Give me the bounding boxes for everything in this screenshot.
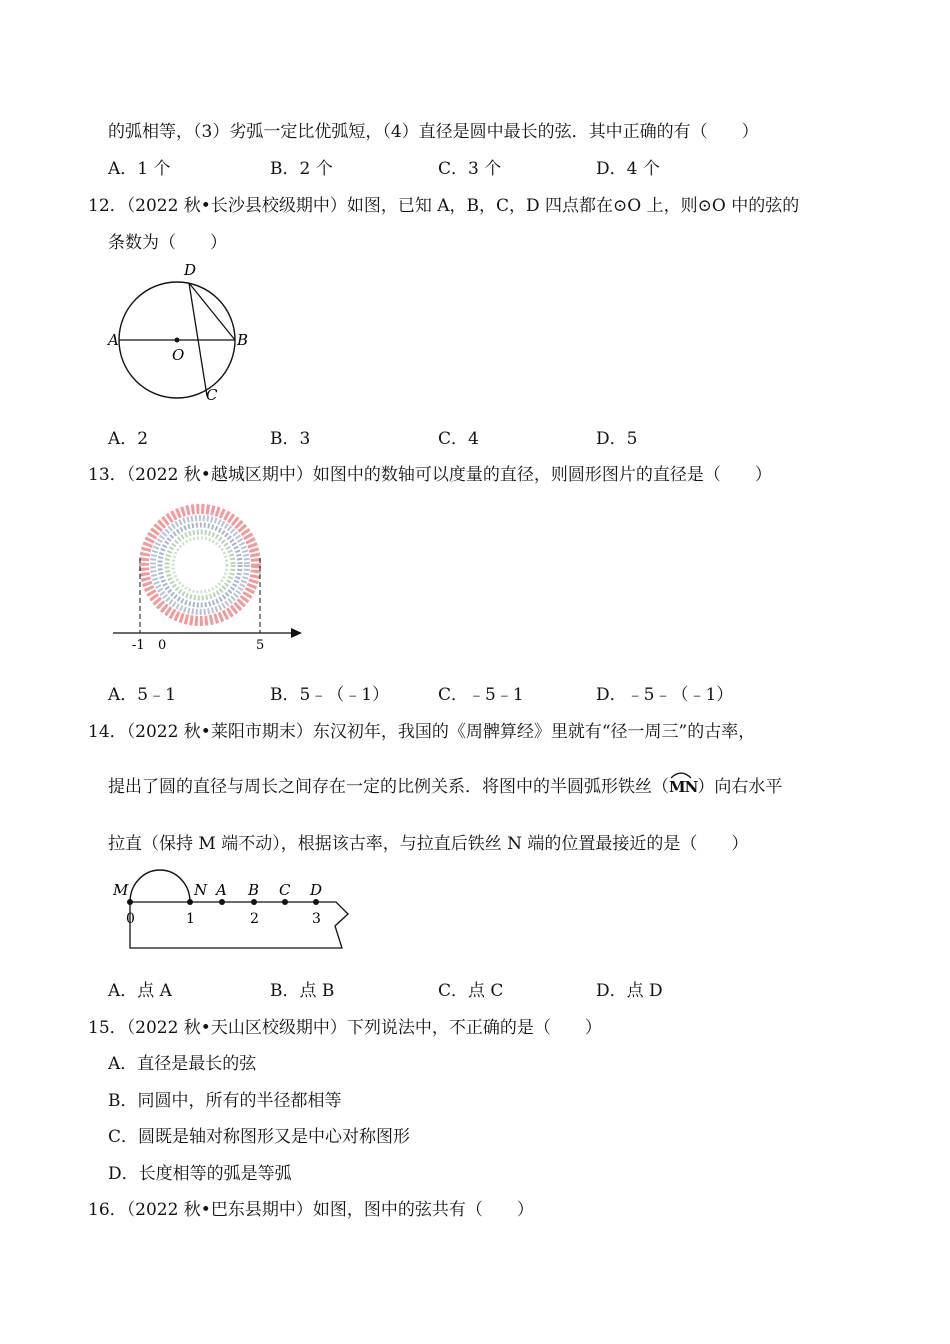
- q12-label-d: D: [184, 261, 197, 279]
- q13-decorative-ring-image: [144, 509, 256, 621]
- q14-point-d: [313, 899, 319, 905]
- q12-options: [108, 424, 828, 448]
- q14-point-a: [219, 899, 225, 905]
- q14-tick-0: 0: [126, 911, 135, 927]
- q14-stem-line2-before: 提出了圆的直径与周长之间存在一定的比例关系．将图中的半圆弧形铁丝（: [108, 777, 669, 797]
- q14-arc-mn: [669, 778, 697, 796]
- q12-stem-line2: 条数为（ ）: [108, 233, 227, 253]
- q13-option-d: D．﹣5﹣（﹣1）: [596, 685, 734, 705]
- q11-options: [108, 154, 828, 178]
- q11-option-c: C．3 个: [438, 159, 502, 179]
- q13-option-b: B．5﹣（﹣1）: [270, 685, 390, 705]
- q14-label-d: D: [310, 881, 323, 899]
- q14-point-c: [282, 899, 288, 905]
- q12-label-a: A: [108, 331, 119, 349]
- q15-choice-b: B．同圆中，所有的半径都相等: [108, 1091, 342, 1111]
- q15-choice-c: C．圆既是轴对称图形又是中心对称图形: [108, 1127, 411, 1147]
- q13-option-c: C．﹣5﹣1: [438, 685, 524, 705]
- q14-tick-3: 3: [312, 911, 321, 927]
- q14-arc-label: MN: [669, 778, 698, 796]
- q12-circle-figure: [100, 255, 260, 410]
- q15-choice-a: A．直径是最长的弦: [108, 1054, 257, 1074]
- q14-label-a: A: [216, 881, 227, 899]
- q14-point-n: [187, 899, 193, 905]
- q12-label-b: B: [237, 331, 249, 349]
- q14-label-n: N: [194, 881, 208, 899]
- q14-option-b: B．点 B: [270, 981, 335, 1001]
- q14-option-c: C．点 C: [438, 981, 504, 1001]
- q11-option-b: B．2 个: [270, 159, 333, 179]
- q13-tick-neg1: -1: [132, 638, 145, 653]
- q14-arc-symbol: [669, 769, 693, 779]
- q14-label-m: M: [113, 881, 129, 899]
- q14-semicircle-arc: [130, 870, 190, 902]
- q14-stem-line1: 14．（2022 秋•莱阳市期末）东汉初年，我国的《周髀算经》里就有“径一周三”的古率，: [88, 722, 756, 742]
- q11-option-a: A．1 个: [108, 159, 171, 179]
- q12-label-o: O: [172, 346, 185, 364]
- q12-option-d: D．5: [596, 429, 638, 449]
- q12-label-c: C: [206, 386, 218, 404]
- q14-figure: [108, 862, 358, 954]
- q14-options: [108, 976, 828, 1000]
- q11-option-d: D．4 个: [596, 159, 660, 179]
- q13-tick-5: 5: [256, 638, 265, 653]
- q14-stem-line2: [108, 772, 782, 797]
- q14-option-d: D．点 D: [596, 981, 663, 1001]
- q12-option-b: B．3: [270, 429, 311, 449]
- q12-option-c: C．4: [438, 429, 479, 449]
- q14-point-m: [127, 899, 133, 905]
- q16-stem: 16．（2022 秋•巴东县期中）如图，图中的弦共有（ ）: [88, 1200, 534, 1220]
- q13-options: [108, 680, 828, 704]
- q11-stem-tail: 的弧相等，（3）劣弧一定比优弧短，（4）直径是圆中最长的弦．其中正确的有（ ）: [108, 122, 759, 142]
- q13-option-a: A．5﹣1: [108, 685, 176, 705]
- q14-label-b: B: [248, 881, 260, 899]
- q12-center-point: [175, 338, 180, 343]
- q14-point-b: [251, 899, 257, 905]
- q12-option-a: A．2: [108, 429, 149, 449]
- q13-figure: [108, 490, 308, 655]
- q14-stem-line2-after: ）向右水平: [697, 777, 783, 797]
- q14-tick-1: 1: [186, 911, 195, 927]
- q14-stem-line3: 拉直（保持 M 端不动），根据该古率，与拉直后铁丝 N 端的位置最接近的是（ ）: [108, 834, 749, 854]
- q15-stem: 15．（2022 秋•天山区校级期中）下列说法中，不正确的是（ ）: [88, 1018, 602, 1038]
- q15-choice-d: D．长度相等的弧是等弧: [108, 1164, 292, 1184]
- q13-stem: 13．（2022 秋•越城区期中）如图中的数轴可以度量的直径，则圆形图片的直径是（ ）: [88, 465, 772, 485]
- q14-option-a: A．点 A: [108, 981, 172, 1001]
- q13-tick-0: 0: [158, 638, 167, 653]
- q13-axis-arrow: [291, 628, 302, 638]
- q12-stem-line1: 12．（2022 秋•长沙县校级期中）如图，已知 A，B，C，D 四点都在⊙O 上，则⊙O 中的弦的: [88, 196, 800, 216]
- q14-tick-2: 2: [250, 911, 259, 927]
- q14-label-c: C: [279, 881, 291, 899]
